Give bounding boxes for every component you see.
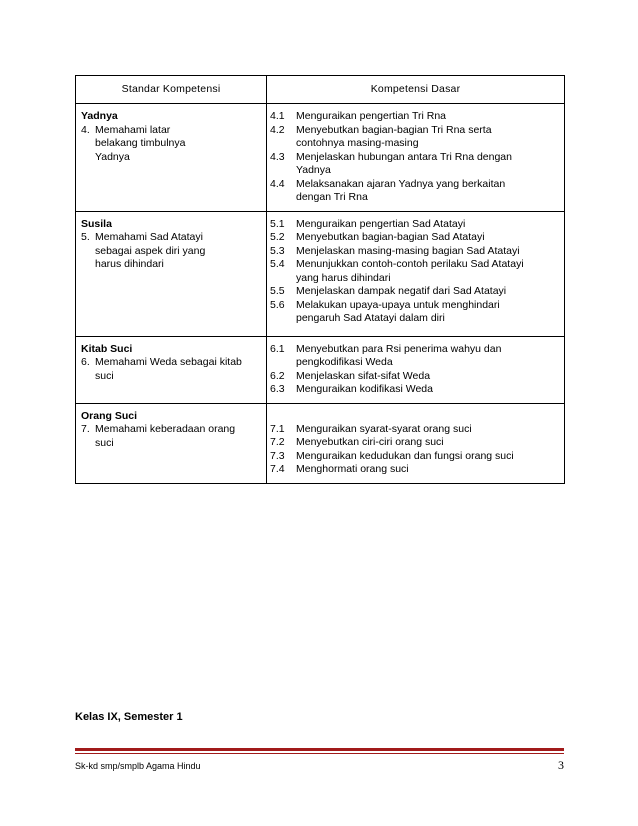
kd-number: 5.1 [270, 217, 285, 230]
sk-number: 7. [81, 423, 90, 435]
page-number: 3 [558, 758, 564, 772]
kd-text-line: Menguraikan kedudukan dan fungsi orang suci [296, 449, 514, 462]
kd-text-line: Menghormati orang suci [296, 463, 409, 475]
table-row [76, 104, 565, 212]
sk-text-line: Memahami Weda sebagai kitab [95, 356, 242, 368]
kd-number: 5.4 [270, 258, 285, 270]
sk-text-line: suci [95, 436, 114, 449]
table-header-row [76, 76, 565, 104]
kd-text-line: pengkodifikasi Weda [296, 356, 393, 368]
kd-text-line: Menguraikan kodifikasi Weda [296, 383, 433, 395]
table-row [76, 336, 565, 403]
kd-text-line: Melakukan upaya-upaya untuk menghindari [296, 298, 500, 311]
kd-number: 5.2 [270, 231, 285, 243]
kd-number: 5.3 [270, 244, 285, 257]
sk-text-line: Memahami keberadaan orang [95, 423, 236, 435]
kd-cell [267, 336, 565, 403]
sk-text-line: Memahami Sad Atatayi [95, 231, 203, 243]
kd-number: 7.4 [270, 463, 285, 475]
table-row [76, 403, 565, 483]
kd-number: 4.3 [270, 150, 285, 163]
sk-text-line: Yadnya [95, 150, 130, 163]
sk-title: Orang Suci [81, 409, 138, 422]
kd-text-line: yang harus dihindari [296, 271, 391, 284]
sk-text-line: suci [95, 369, 114, 382]
kd-text-line: Menjelaskan sifat-sifat Weda [296, 369, 431, 382]
sk-number: 4. [81, 123, 90, 136]
header-kompetensi-dasar: Kompetensi Dasar [267, 76, 565, 104]
kd-text-line: Melaksanakan ajaran Yadnya yang berkaitan [296, 177, 506, 190]
sk-number: 6. [81, 356, 90, 368]
sk-text-line: sebagai aspek diri yang [95, 244, 206, 257]
kd-number: 6.2 [270, 369, 285, 382]
footer-document-name: Sk-kd smp/smplb Agama Hindu [75, 761, 201, 771]
kd-number: 5.6 [270, 298, 285, 311]
sk-text-line: Memahami latar [95, 123, 171, 136]
competency-table [75, 75, 565, 484]
kd-text-line: Menyebutkan ciri-ciri orang suci [296, 436, 444, 448]
kd-text-line: Menguraikan syarat-syarat orang suci [296, 422, 472, 435]
sk-cell [76, 403, 267, 483]
kd-number: 7.2 [270, 436, 285, 448]
kd-text-line: Yadnya [296, 164, 331, 176]
kd-text-line: dengan Tri Rna [296, 191, 368, 203]
kd-number: 5.5 [270, 285, 285, 297]
kd-text-line: Menyebutkan bagian-bagian Sad Atatayi [296, 231, 485, 243]
sk-title: Kitab Suci [81, 342, 133, 355]
kd-number: 6.3 [270, 383, 285, 395]
sk-text-line: harus dihindari [95, 258, 164, 270]
kd-text-line: Menyebutkan bagian-bagian Tri Rna serta [296, 123, 492, 136]
section-label: Kelas IX, Semester 1 [75, 711, 183, 723]
kd-text-line: Menunjukkan contoh-contoh perilaku Sad Atatayi [296, 258, 524, 270]
kd-cell [267, 211, 565, 336]
kd-number: 6.1 [270, 342, 285, 355]
kd-text-line: contohnya masing-masing [296, 137, 419, 149]
header-standar-kompetensi: Standar Kompetensi [76, 76, 267, 104]
sk-cell [76, 104, 267, 212]
kd-text-line: Menjelaskan hubungan antara Tri Rna dengan [296, 150, 512, 163]
footer-divider-thin [75, 753, 564, 754]
kd-text-line: Menjelaskan dampak negatif dari Sad Atatayi [296, 285, 507, 297]
kd-number: 4.2 [270, 123, 285, 136]
kd-number: 7.3 [270, 449, 285, 462]
sk-text-line: belakang timbulnya [95, 137, 186, 149]
kd-text-line: Menguraikan pengertian Tri Rna [296, 110, 447, 122]
kd-text-line: Menjelaskan masing-masing bagian Sad Atatayi [296, 244, 520, 257]
sk-cell [76, 211, 267, 336]
kd-cell [267, 104, 565, 212]
sk-title: Yadnya [81, 110, 118, 122]
sk-title: Susila [81, 217, 112, 230]
kd-number: 7.1 [270, 422, 285, 435]
sk-cell [76, 336, 267, 403]
kd-text-line: Menyebutkan para Rsi penerima wahyu dan [296, 342, 502, 355]
kd-cell [267, 403, 565, 483]
footer-divider-thick [75, 748, 564, 751]
sk-number: 5. [81, 231, 90, 243]
table-row [76, 211, 565, 336]
kd-number: 4.4 [270, 177, 285, 190]
kd-text-line: pengaruh Sad Atatayi dalam diri [296, 312, 445, 324]
kd-number: 4.1 [270, 110, 285, 122]
kd-text-line: Menguraikan pengertian Sad Atatayi [296, 217, 466, 230]
